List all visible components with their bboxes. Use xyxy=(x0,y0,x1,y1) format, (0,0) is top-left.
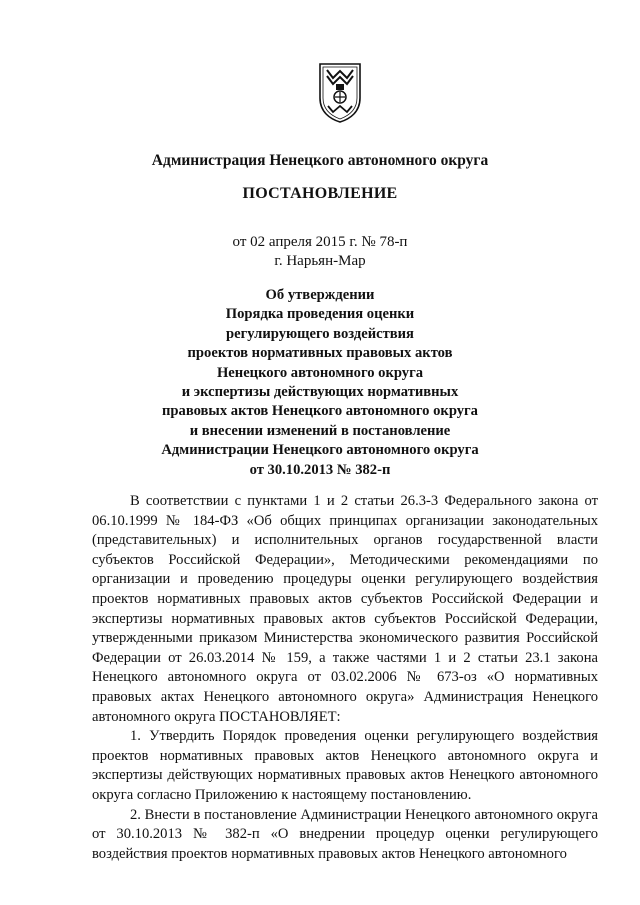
title-line: от 30.10.2013 № 382-п xyxy=(249,461,391,478)
title-line: Ненецкого автономного округа xyxy=(216,364,424,381)
body-paragraph-item-2: 2. Внести в постановление Администрации Ненецкого автономного округа от 30.10.2013 № 382-п «О внедрении процедур оценки регулирующего воздействия проектов нормативных правовых актов Ненецкого автономного xyxy=(92,806,598,862)
title-line: правовых актов Ненецкого автономного округа xyxy=(162,403,478,420)
document-body xyxy=(92,492,598,864)
document-date-number: от 02 апреля 2015 г. № 78-п xyxy=(232,234,408,250)
title-line: Об утверждении xyxy=(265,287,375,303)
document-title xyxy=(0,286,640,480)
title-line: и внесении изменений в постановление xyxy=(189,422,451,439)
title-line: Администрации Ненецкого автономного округа xyxy=(161,442,479,459)
title-line: регулирующего воздействия xyxy=(226,325,414,342)
organization-name: Администрация Ненецкого автономного округа xyxy=(151,152,489,169)
title-line: и экспертизы действующих нормативных xyxy=(181,384,459,401)
body-paragraph-item-1: 1. Утвердить Порядок проведения оценки регулирующего воздействия проектов нормативных правовых актов Ненецкого автономного округа и экспертизы действующих нормативных правовых актов Ненецкого автономного округа согласно Приложению к настоящему постановлению. xyxy=(92,728,598,803)
document-city: г. Нарьян-Мар xyxy=(274,253,366,269)
body-paragraph-preamble: В соответствии с пунктами 1 и 2 статьи 26.3-3 Федерального закона от 06.10.1999 № 184-ФЗ «Об общих принципах организации законодательных (представительных) и исполнительных органов государственной власти субъектов Российской Федерации», Методическими рекомендациями по организации и проведению процедуры оценки регулирующего воздействия проектов нормативных правовых актов субъектов Российской Федерации и экспертизы нормативных правовых актов субъектов Российской Федерации, утвержденными приказом Министерства экономического развития Российской Федерации от 26.03.2014 № 159, а также частями 1 и 2 статьи 23.1 закона Ненецкого автономного округа от 03.02.2006 № 673-оз «О нормативных правовых актах Ненецкого автономного округа» Администрация Ненецкого автономного округа ПОСТАНОВЛЯЕТ: xyxy=(92,493,598,725)
coat-of-arms-icon xyxy=(318,62,362,124)
title-line: Порядка проведения оценки xyxy=(225,306,415,323)
document-type: ПОСТАНОВЛЕНИЕ xyxy=(242,185,398,202)
title-line: проектов нормативных правовых актов xyxy=(187,345,453,362)
